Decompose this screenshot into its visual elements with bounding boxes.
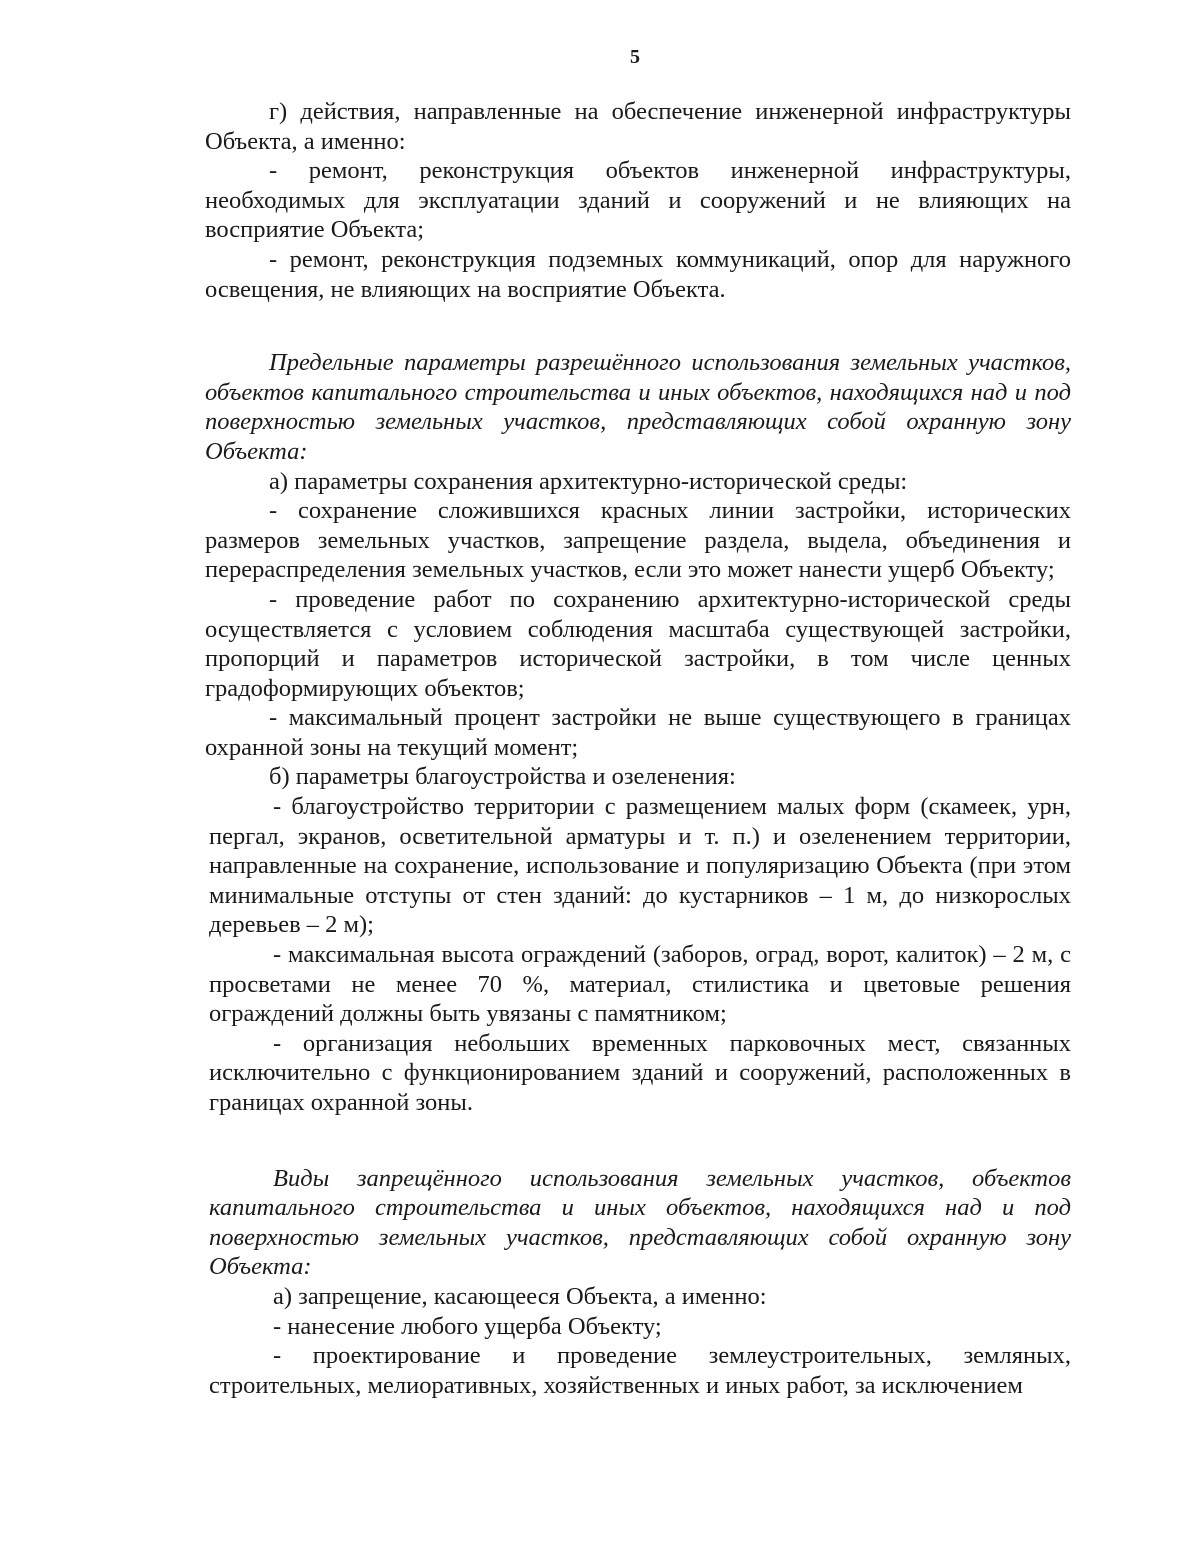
paragraph-damage-prohibition: - нанесение любого ущерба Объекту;: [273, 1312, 662, 1340]
paragraph-parking: - организация небольших временных парковочных мест, связанных исключительно с функционированием зданий и сооружений, расположенных в границах охранной зоны.: [209, 1029, 1071, 1116]
section-spacer: [205, 304, 1071, 348]
paragraph-engineering-actions: г) действия, направленные на обеспечение инженерной инфраструктуры Объекта, а именно:: [205, 98, 1071, 155]
paragraph-works-prohibition: - проектирование и проведение землеустроительных, земляных, строительных, мелиоративных, хозяйственных и иных работ, за исключением: [209, 1342, 1071, 1399]
section-heading-prohibited-use: Виды запрещённого использования земельных участков, объектов капитального строительства и иных объектов, находящихся над и под поверхностью земельных участков, представляющих собой охранную зону Объекта:: [209, 1164, 1071, 1281]
paragraph-landscaping-params: б) параметры благоустройства и озеленения:: [269, 763, 736, 791]
paragraph-max-percent: - максимальный процент застройки не выше существующего в границах охранной зоны на текущий момент;: [205, 704, 1071, 761]
paragraph-engineering-repair: - ремонт, реконструкция объектов инженерной инфраструктуры, необходимых для эксплуатации зданий и сооружений и не влияющих на восприятие Объекта;: [205, 157, 1071, 244]
paragraph-red-lines: - сохранение сложившихся красных линии застройки, исторических размеров земельных участков, запрещение раздела, выдела, объединения и перераспределения земельных участков, если это может нанести ущерб Объекту;: [205, 497, 1071, 584]
section-heading-permitted-parameters: Предельные параметры разрешённого использования земельных участков, объектов капитального строительства и иных объектов, находящихся над и под поверхностью земельных участков, представляющих собой охранную зону Объекта:: [205, 349, 1071, 465]
paragraph-small-forms: - благоустройство территории с размещением малых форм (скамеек, урн, пергал, экранов, осветительной арматуры и т. п.) и озеленением территории, направленные на сохранение, использование и популяризацию Объекта (при этом минимальные отступы от стен зданий: до кустарников – 1 м, до низкорослых деревьев – 2 м);: [209, 793, 1071, 939]
paragraph-underground-repair: - ремонт, реконструкция подземных коммуникаций, опор для наружного освещения, не влияющих на восприятие Объекта.: [205, 245, 1071, 303]
paragraph-fence-height: - максимальная высота ограждений (заборов, оград, ворот, калиток) – 2 м, с просветами не менее 70 %, материал, стилистика и цветовые решения ограждений должны быть увязаны с памятником;: [209, 941, 1071, 1028]
paragraph-scale-preservation: - проведение работ по сохранению архитектурно-исторической среды осуществляется с условием соблюдения масштаба существующей застройки, пропорций и параметров исторической застройки, в том числе ценных градоформирующих объектов;: [205, 585, 1071, 702]
page-number: 5: [630, 46, 640, 68]
section-spacer: [205, 1118, 1071, 1164]
paragraph-object-prohibition: а) запрещение, касающееся Объекта, а именно:: [273, 1282, 767, 1310]
document-body: [205, 97, 1071, 1400]
paragraph-environment-params: а) параметры сохранения архитектурно-исторической среды:: [269, 467, 908, 495]
